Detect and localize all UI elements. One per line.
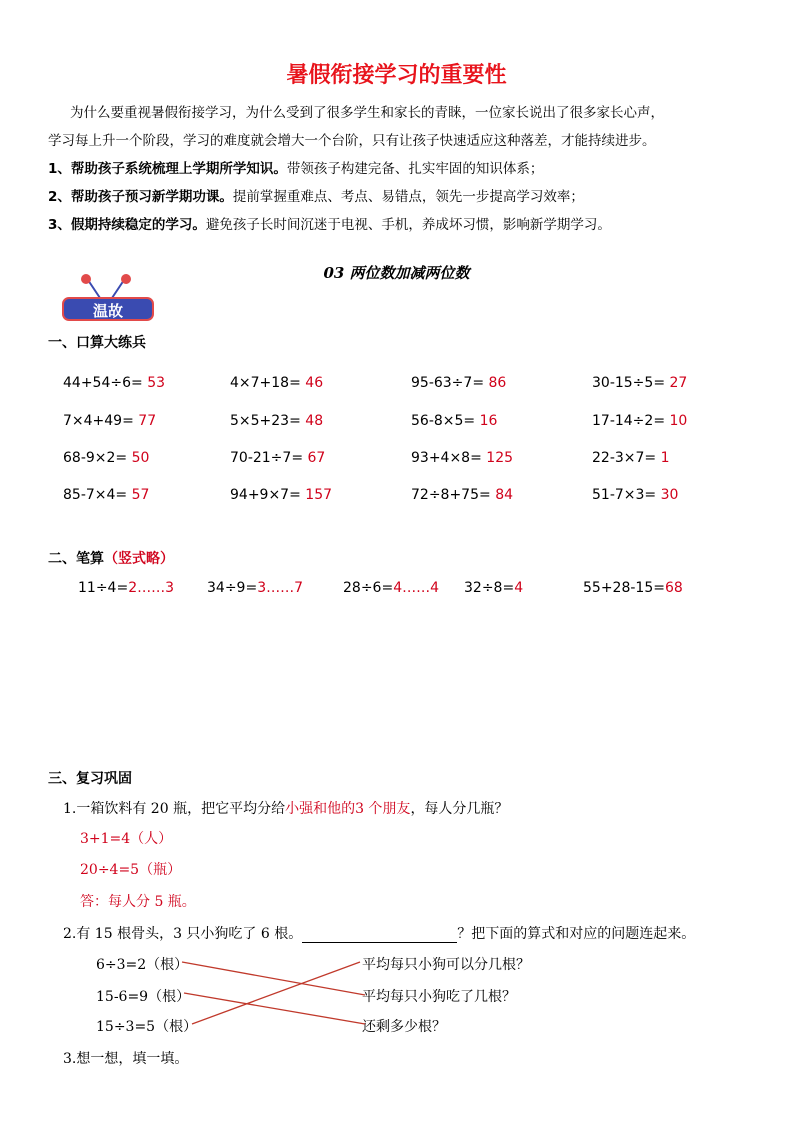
calc-answer: 77 (138, 413, 157, 429)
lesson-title: 03 两位数加减两位数 (323, 264, 470, 282)
badge-label: 温故 (92, 302, 123, 320)
match-line (184, 993, 365, 1024)
match-left-1[interactable]: 6÷3=2（根） (96, 957, 189, 973)
calc-answer: 27 (669, 375, 688, 391)
match-right-2[interactable]: 平均每只小狗吃了几根？ (362, 989, 516, 1005)
calc-question: 93+4×8= (411, 450, 482, 466)
q2-text-start: 2.有 15 根骨头，3 只小狗吃了 6 根。 (63, 926, 303, 942)
calc-question: 44+54÷6= (63, 375, 143, 391)
calc-question: 85-7×4= (63, 487, 128, 503)
question-3: 3.想一想，填一填。 (63, 1051, 189, 1067)
intro-line-2: 学习每上升一个阶段，学习的难度就会增大一个台阶，只有让孩子快速适应这种落差，才能持续进步。 (48, 133, 656, 149)
calc-answer: 3……7 (257, 580, 304, 596)
calc-answer: 86 (488, 375, 507, 391)
calc-answer: 16 (479, 413, 498, 429)
calc-answer: 57 (131, 487, 150, 503)
point-text: 避免孩子长时间沉迷于电视、手机，养成坏习惯，影响新学期学习。 (205, 217, 611, 233)
calc-question: 55+28-15= (583, 580, 665, 596)
page-title: 暑假衔接学习的重要性 (286, 63, 507, 88)
calc-answer: 4 (514, 580, 524, 596)
point-text: 带领孩子构建完备、扎实牢固的知识体系； (286, 161, 544, 177)
q1-answer-step-2: 20÷4=5（瓶） (80, 862, 182, 878)
section2-note: （竖式略） (104, 551, 174, 567)
section2-title: 二、笔算 (48, 551, 104, 567)
calc-question: 70-21÷7= (230, 450, 304, 466)
point-text: 提前掌握重难点、考点、易错点，领先一步提高学习效率； (232, 189, 584, 205)
match-left-2[interactable]: 15-6=9（根） (96, 989, 191, 1005)
intro-line-1: 为什么要重视暑假衔接学习，为什么受到了很多学生和家长的青睐，一位家长说出了很多家长心声， (70, 105, 664, 121)
calc-question: 5×5+23= (230, 413, 301, 429)
calc-question: 30-15÷5= (592, 375, 666, 391)
q1-text-end: ，每人分几瓶？ (410, 801, 509, 817)
calc-answer: 48 (305, 413, 324, 429)
calc-question: 94+9×7= (230, 487, 301, 503)
calc-question: 51-7×3= (592, 487, 657, 503)
calc-question: 68-9×2= (63, 450, 128, 466)
calc-answer: 1 (660, 450, 670, 466)
calc-answer: 84 (495, 487, 514, 503)
calc-question: 4×7+18= (230, 375, 301, 391)
match-line (182, 962, 365, 995)
point-bold-text: 帮助孩子预习新学期功课。 (70, 189, 233, 205)
calc-answer: 46 (305, 375, 324, 391)
match-right-1[interactable]: 平均每只小狗可以分几根？ (362, 957, 530, 973)
calc-question: 95-63÷7= (411, 375, 485, 391)
q1-answer-step-1: 3+1=4（人） (80, 831, 173, 847)
calc-question: 7×4+49= (63, 413, 134, 429)
q1-answer-conclusion: 答：每人分 5 瓶。 (80, 894, 196, 910)
calc-question: 22-3×7= (592, 450, 657, 466)
calc-question: 11÷4= (78, 580, 129, 596)
calc-question: 17-14÷2= (592, 413, 666, 429)
match-left-3[interactable]: 15÷3=5（根） (96, 1019, 198, 1035)
point-number: 2、 (48, 189, 71, 205)
point-bold-text: 假期持续稳定的学习。 (70, 217, 206, 233)
point-number: 3、 (48, 217, 71, 233)
calc-answer: 53 (147, 375, 166, 391)
calc-question: 34÷9= (207, 580, 258, 596)
calc-answer: 50 (131, 450, 150, 466)
calc-answer: 4……4 (393, 580, 440, 596)
calc-answer: 67 (307, 450, 326, 466)
calc-answer: 68 (664, 580, 683, 596)
calc-answer: 2……3 (128, 580, 175, 596)
calc-answer: 125 (486, 450, 514, 466)
calc-answer: 30 (660, 487, 679, 503)
section1-heading: 一、口算大练兵 (48, 335, 146, 351)
q2-text-end: ？把下面的算式和对应的问题连起来。 (457, 926, 696, 942)
q1-highlight-2: 3 个朋友 (355, 801, 411, 817)
calc-answer: 10 (669, 413, 688, 429)
point-bold-text: 帮助孩子系统梳理上学期所学知识。 (70, 161, 287, 177)
calc-question: 28÷6= (343, 580, 394, 596)
match-line (192, 962, 360, 1024)
calc-question: 32÷8= (464, 580, 515, 596)
calc-question: 56-8×5= (411, 413, 476, 429)
calc-answer: 157 (305, 487, 333, 503)
section3-heading: 三、复习巩固 (48, 771, 132, 787)
point-number: 1、 (48, 161, 71, 177)
q1-text-start: 1.一箱饮料有 20 瓶，把它平均分给 (63, 801, 286, 817)
calc-question: 72÷8+75= (411, 487, 491, 503)
match-right-3[interactable]: 还剩多少根？ (362, 1019, 446, 1035)
q1-highlight-1: 小强和他的 (285, 801, 356, 817)
